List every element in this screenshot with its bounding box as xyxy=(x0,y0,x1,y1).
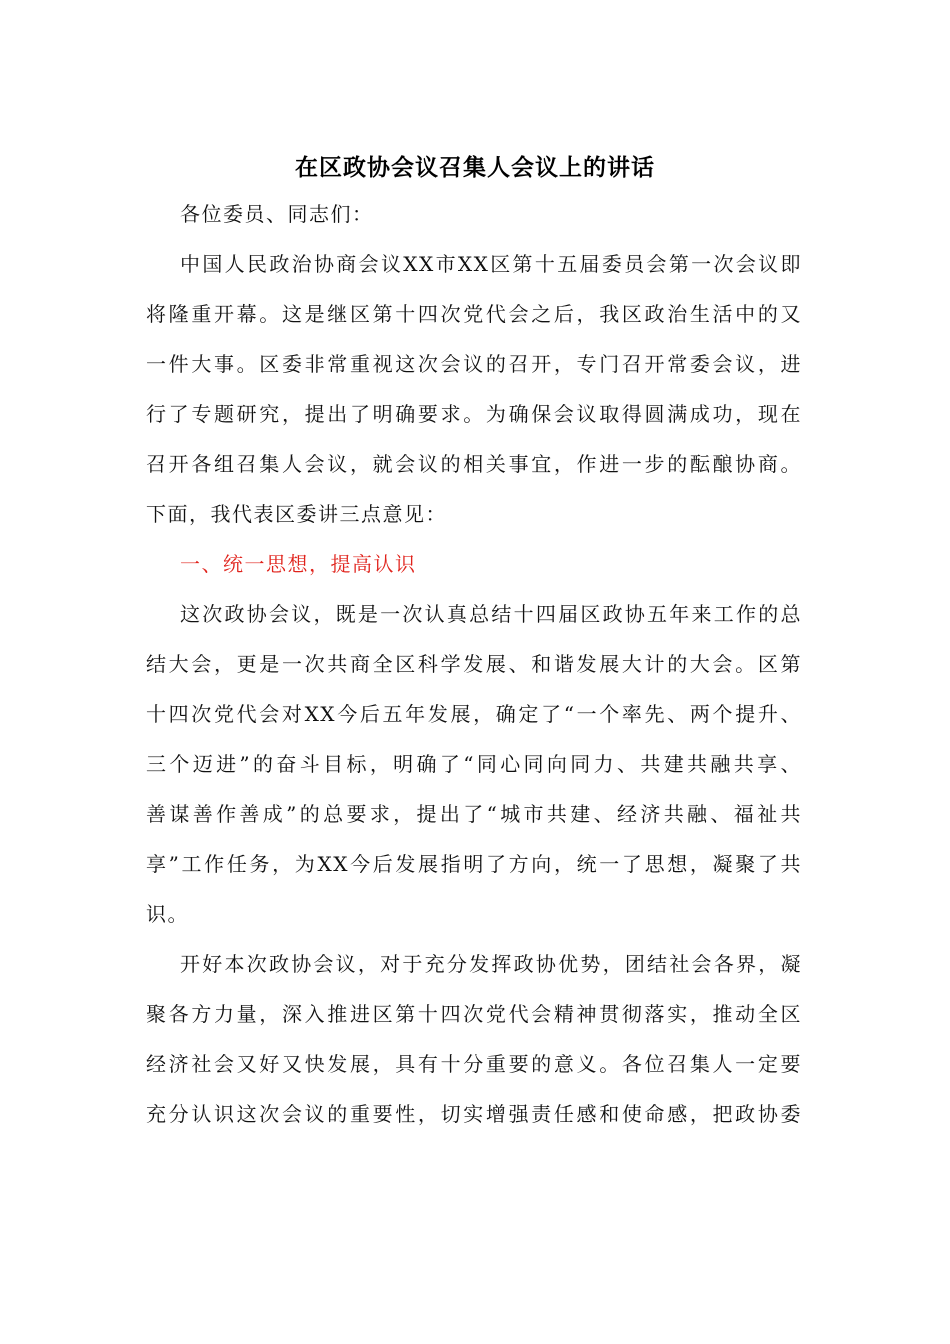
paragraph-line: 行了专题研究，提出了明确要求。为确保会议取得圆满成功，现在 xyxy=(146,402,802,426)
document-body xyxy=(146,189,802,1139)
paragraph-line: 三个迈进”的奋斗目标，明确了“同心同向同力、共建共融共享、 xyxy=(146,752,802,776)
page-title: 在区政协会议召集人会议上的讲话 xyxy=(295,154,655,181)
paragraph-line: 这次政协会议，既是一次认真总结十四届区政协五年来工作的总 xyxy=(180,602,802,626)
section-heading: 一、统一思想，提高认识 xyxy=(180,552,417,576)
paragraph-line: 识。 xyxy=(146,902,189,926)
paragraph-line: 中国人民政治协商会议XX市XX区第十五届委员会第一次会议即 xyxy=(180,252,802,276)
paragraph-line: 一件大事。区委非常重视这次会议的召开，专门召开常委会议，进 xyxy=(146,352,802,376)
paragraph-line: 善谋善作善成”的总要求，提出了“城市共建、经济共融、福祉共 xyxy=(146,802,802,826)
paragraph-line: 将隆重开幕。这是继区第十四次党代会之后，我区政治生活中的又 xyxy=(146,302,802,326)
paragraph-line: 聚各方力量，深入推进区第十四次党代会精神贯彻落实，推动全区 xyxy=(146,1002,802,1026)
paragraph-line: 开好本次政协会议，对于充分发挥政协优势，团结社会各界，凝 xyxy=(180,952,802,976)
paragraph-line: 享”工作任务，为XX今后发展指明了方向，统一了思想，凝聚了共 xyxy=(146,852,802,876)
paragraph-line: 结大会，更是一次共商全区科学发展、和谐发展大计的大会。区第 xyxy=(146,652,802,676)
paragraph-line: 经济社会又好又快发展，具有十分重要的意义。各位召集人一定要 xyxy=(146,1052,802,1076)
paragraph-line: 十四次党代会对XX今后五年发展，确定了“一个率先、两个提升、 xyxy=(146,702,802,726)
paragraph-line: 充分认识这次会议的重要性，切实增强责任感和使命感，把政协委 xyxy=(146,1102,802,1126)
paragraph-line: 下面，我代表区委讲三点意见： xyxy=(146,502,447,526)
paragraph-line: 召开各组召集人会议，就会议的相关事宜，作进一步的酝酿协商。 xyxy=(146,452,802,476)
salutation: 各位委员、同志们： xyxy=(180,202,374,226)
